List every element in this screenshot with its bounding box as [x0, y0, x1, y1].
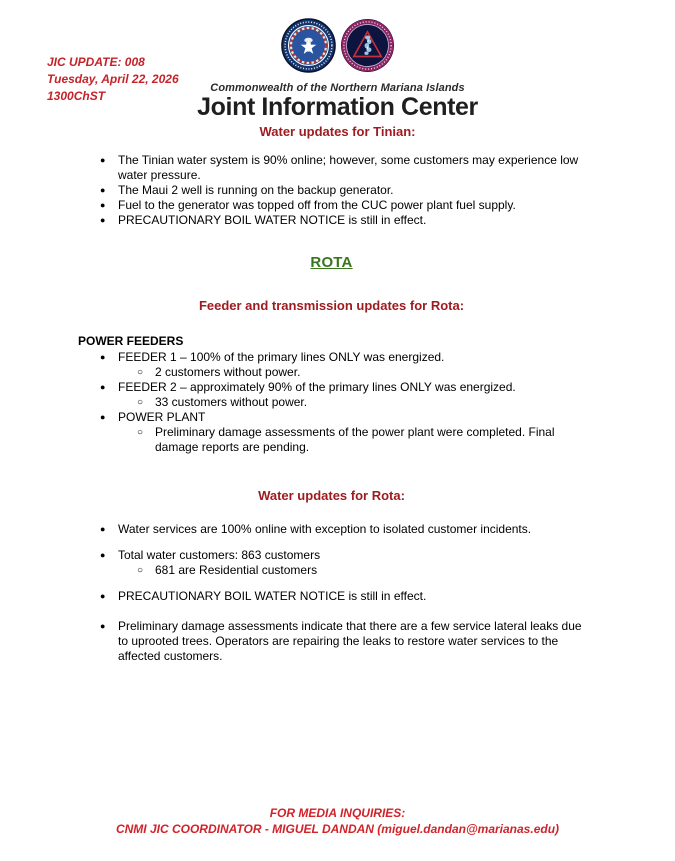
- list-item: [78, 589, 585, 604]
- list-item-text: Fuel to the generator was topped off from the CUC power plant fuel supply.: [118, 198, 516, 212]
- footer-line-2: CNMI JIC COORDINATOR - MIGUEL DANDAN (miguel.dandan@marianas.edu): [115, 822, 560, 836]
- list-sub-item: [78, 365, 585, 380]
- circle-marker: ○: [137, 427, 144, 438]
- bullet-marker: ●: [100, 200, 106, 210]
- list-sub-item: [78, 395, 585, 410]
- rota-water-heading: Water updates for Rota:: [258, 488, 405, 503]
- page-title: Joint Information Center: [197, 93, 478, 121]
- list-item: [78, 522, 585, 537]
- bullet-marker: ●: [100, 185, 106, 195]
- circle-marker: ○: [137, 397, 144, 408]
- jic-update-date: Tuesday, April 22, 2026: [47, 72, 179, 86]
- list-sub-item: [78, 425, 585, 455]
- list-item-text: Preliminary damage assessments of the power plant were completed. Final damage reports are pending.: [155, 425, 555, 454]
- bullet-marker: ●: [100, 621, 106, 631]
- bullet-marker: ●: [100, 215, 106, 225]
- rota-section-title: ROTA: [310, 254, 353, 271]
- list-item-text: 2 customers without power.: [155, 365, 301, 379]
- footer-line-1: FOR MEDIA INQUIRIES:: [269, 806, 406, 820]
- tinian-water-heading: Water updates for Tinian:: [259, 124, 416, 139]
- bullet-marker: ●: [100, 155, 106, 165]
- list-item-text: The Maui 2 well is running on the backup generator.: [118, 183, 394, 197]
- org-line: Commonwealth of the Northern Mariana Islands: [210, 82, 465, 94]
- jic-update-time: 1300ChST: [47, 89, 106, 103]
- bullet-marker: ●: [100, 412, 106, 422]
- list-item: [78, 198, 585, 213]
- list-item-text: Preliminary damage assessments indicate that there are a few service lateral leaks due to uprooted trees. Operators are repairing the leaks to restore water services to the affected customers.: [118, 619, 582, 663]
- feeder-bullet-list: [78, 350, 585, 455]
- circle-marker: ○: [137, 367, 144, 378]
- list-item-text: The Tinian water system is 90% online; however, some customers may experience low water pressure.: [118, 153, 579, 182]
- rota-water-bullet-list: [78, 522, 585, 664]
- list-item: [78, 548, 585, 563]
- list-item-text: Total water customers: 863 customers: [118, 548, 321, 562]
- list-item-text: 681 are Residential customers: [155, 563, 318, 577]
- list-item: [78, 619, 585, 664]
- bullet-marker: ●: [100, 591, 106, 601]
- homeland-security-seal-icon: [340, 18, 395, 73]
- power-feeders-label: POWER FEEDERS: [78, 334, 184, 348]
- bullet-marker: ●: [100, 352, 106, 362]
- list-item-text: Water services are 100% online with exception to isolated customer incidents.: [118, 522, 532, 536]
- circle-marker: ○: [137, 565, 144, 576]
- list-item: [78, 153, 585, 183]
- list-item-text: FEEDER 2 – approximately 90% of the primary lines ONLY was energized.: [118, 380, 516, 394]
- jic-update-number: JIC UPDATE: 008: [47, 55, 145, 69]
- list-item: [78, 380, 585, 395]
- list-item: [78, 213, 585, 228]
- list-item: [78, 350, 585, 365]
- list-item-text: PRECAUTIONARY BOIL WATER NOTICE is still in effect.: [118, 589, 427, 603]
- list-sub-item: [78, 563, 585, 578]
- bullet-marker: ●: [100, 550, 106, 560]
- rota-feeder-heading: Feeder and transmission updates for Rota:: [198, 298, 465, 313]
- bullet-marker: ●: [100, 524, 106, 534]
- list-item-text: PRECAUTIONARY BOIL WATER NOTICE is still in effect.: [118, 213, 427, 227]
- list-item: [78, 410, 585, 425]
- list-item-text: 33 customers without power.: [155, 395, 308, 409]
- cnmi-seal-icon: [281, 18, 336, 73]
- media-inquiries-footer: [0, 805, 675, 837]
- list-item-text: FEEDER 1 – 100% of the primary lines ONLY was energized.: [118, 350, 445, 364]
- document-body: [0, 153, 675, 664]
- jic-update-meta: [47, 54, 179, 105]
- tinian-bullet-list: [78, 153, 585, 228]
- list-item-text: POWER PLANT: [118, 410, 206, 424]
- list-item: [78, 183, 585, 198]
- bullet-marker: ●: [100, 382, 106, 392]
